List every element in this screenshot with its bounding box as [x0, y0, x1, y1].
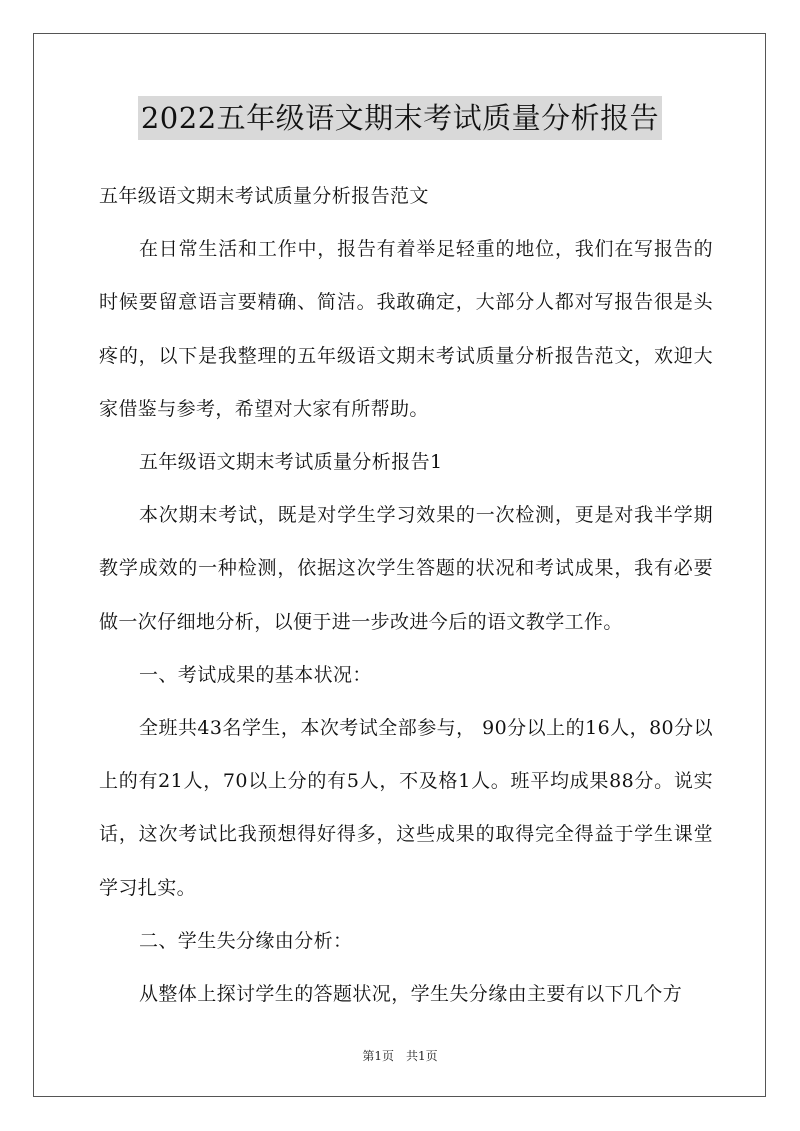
purpose-paragraph: 本次期末考试，既是对学生学习效果的一次检测，更是对我半学期教学成效的一种检测，依据这次学生答题的状况和考试成果，我有必要做一次仔细地分析，以便于进一步改进今后的语文教学工作。 [99, 504, 713, 633]
page-footer: 第1页 共1页 [362, 1049, 438, 1063]
document-title-text: 2022五年级语文期末考试质量分析报告 [138, 96, 662, 140]
section-heading-report-1: 五年级语文期末考试质量分析报告1 [139, 451, 443, 474]
section-heading-basic-results: 一、考试成果的基本状况： [139, 663, 372, 686]
document-subtitle: 五年级语文期末考试质量分析报告范文 [99, 185, 429, 207]
section-heading-loss-analysis: 二、学生失分缘由分析： [139, 929, 353, 952]
intro-paragraph: 在日常生活和工作中，报告有着举足轻重的地位，我们在写报告的时候要留意语言要精确、简洁。我敢确定，大部分人都对写报告很是头疼的，以下是我整理的五年级语文期末考试质量分析报告范文，欢迎大家借鉴与参考，希望对大家有所帮助。 [99, 238, 713, 420]
results-paragraph: 全班共43名学生，本次考试全部参与， 90分以上的16人，80分以上的有21人，70以上分的有5人，不及格1人。班平均成果88分。说实话，这次考试比我预想得好得多，这些成果的取得完全得益于学生课堂学习扎实。 [99, 717, 713, 899]
document-body [99, 170, 713, 1021]
document-title [0, 96, 800, 140]
analysis-paragraph: 从整体上探讨学生的答题状况，学生失分缘由主要有以下几个方 [139, 983, 683, 1006]
